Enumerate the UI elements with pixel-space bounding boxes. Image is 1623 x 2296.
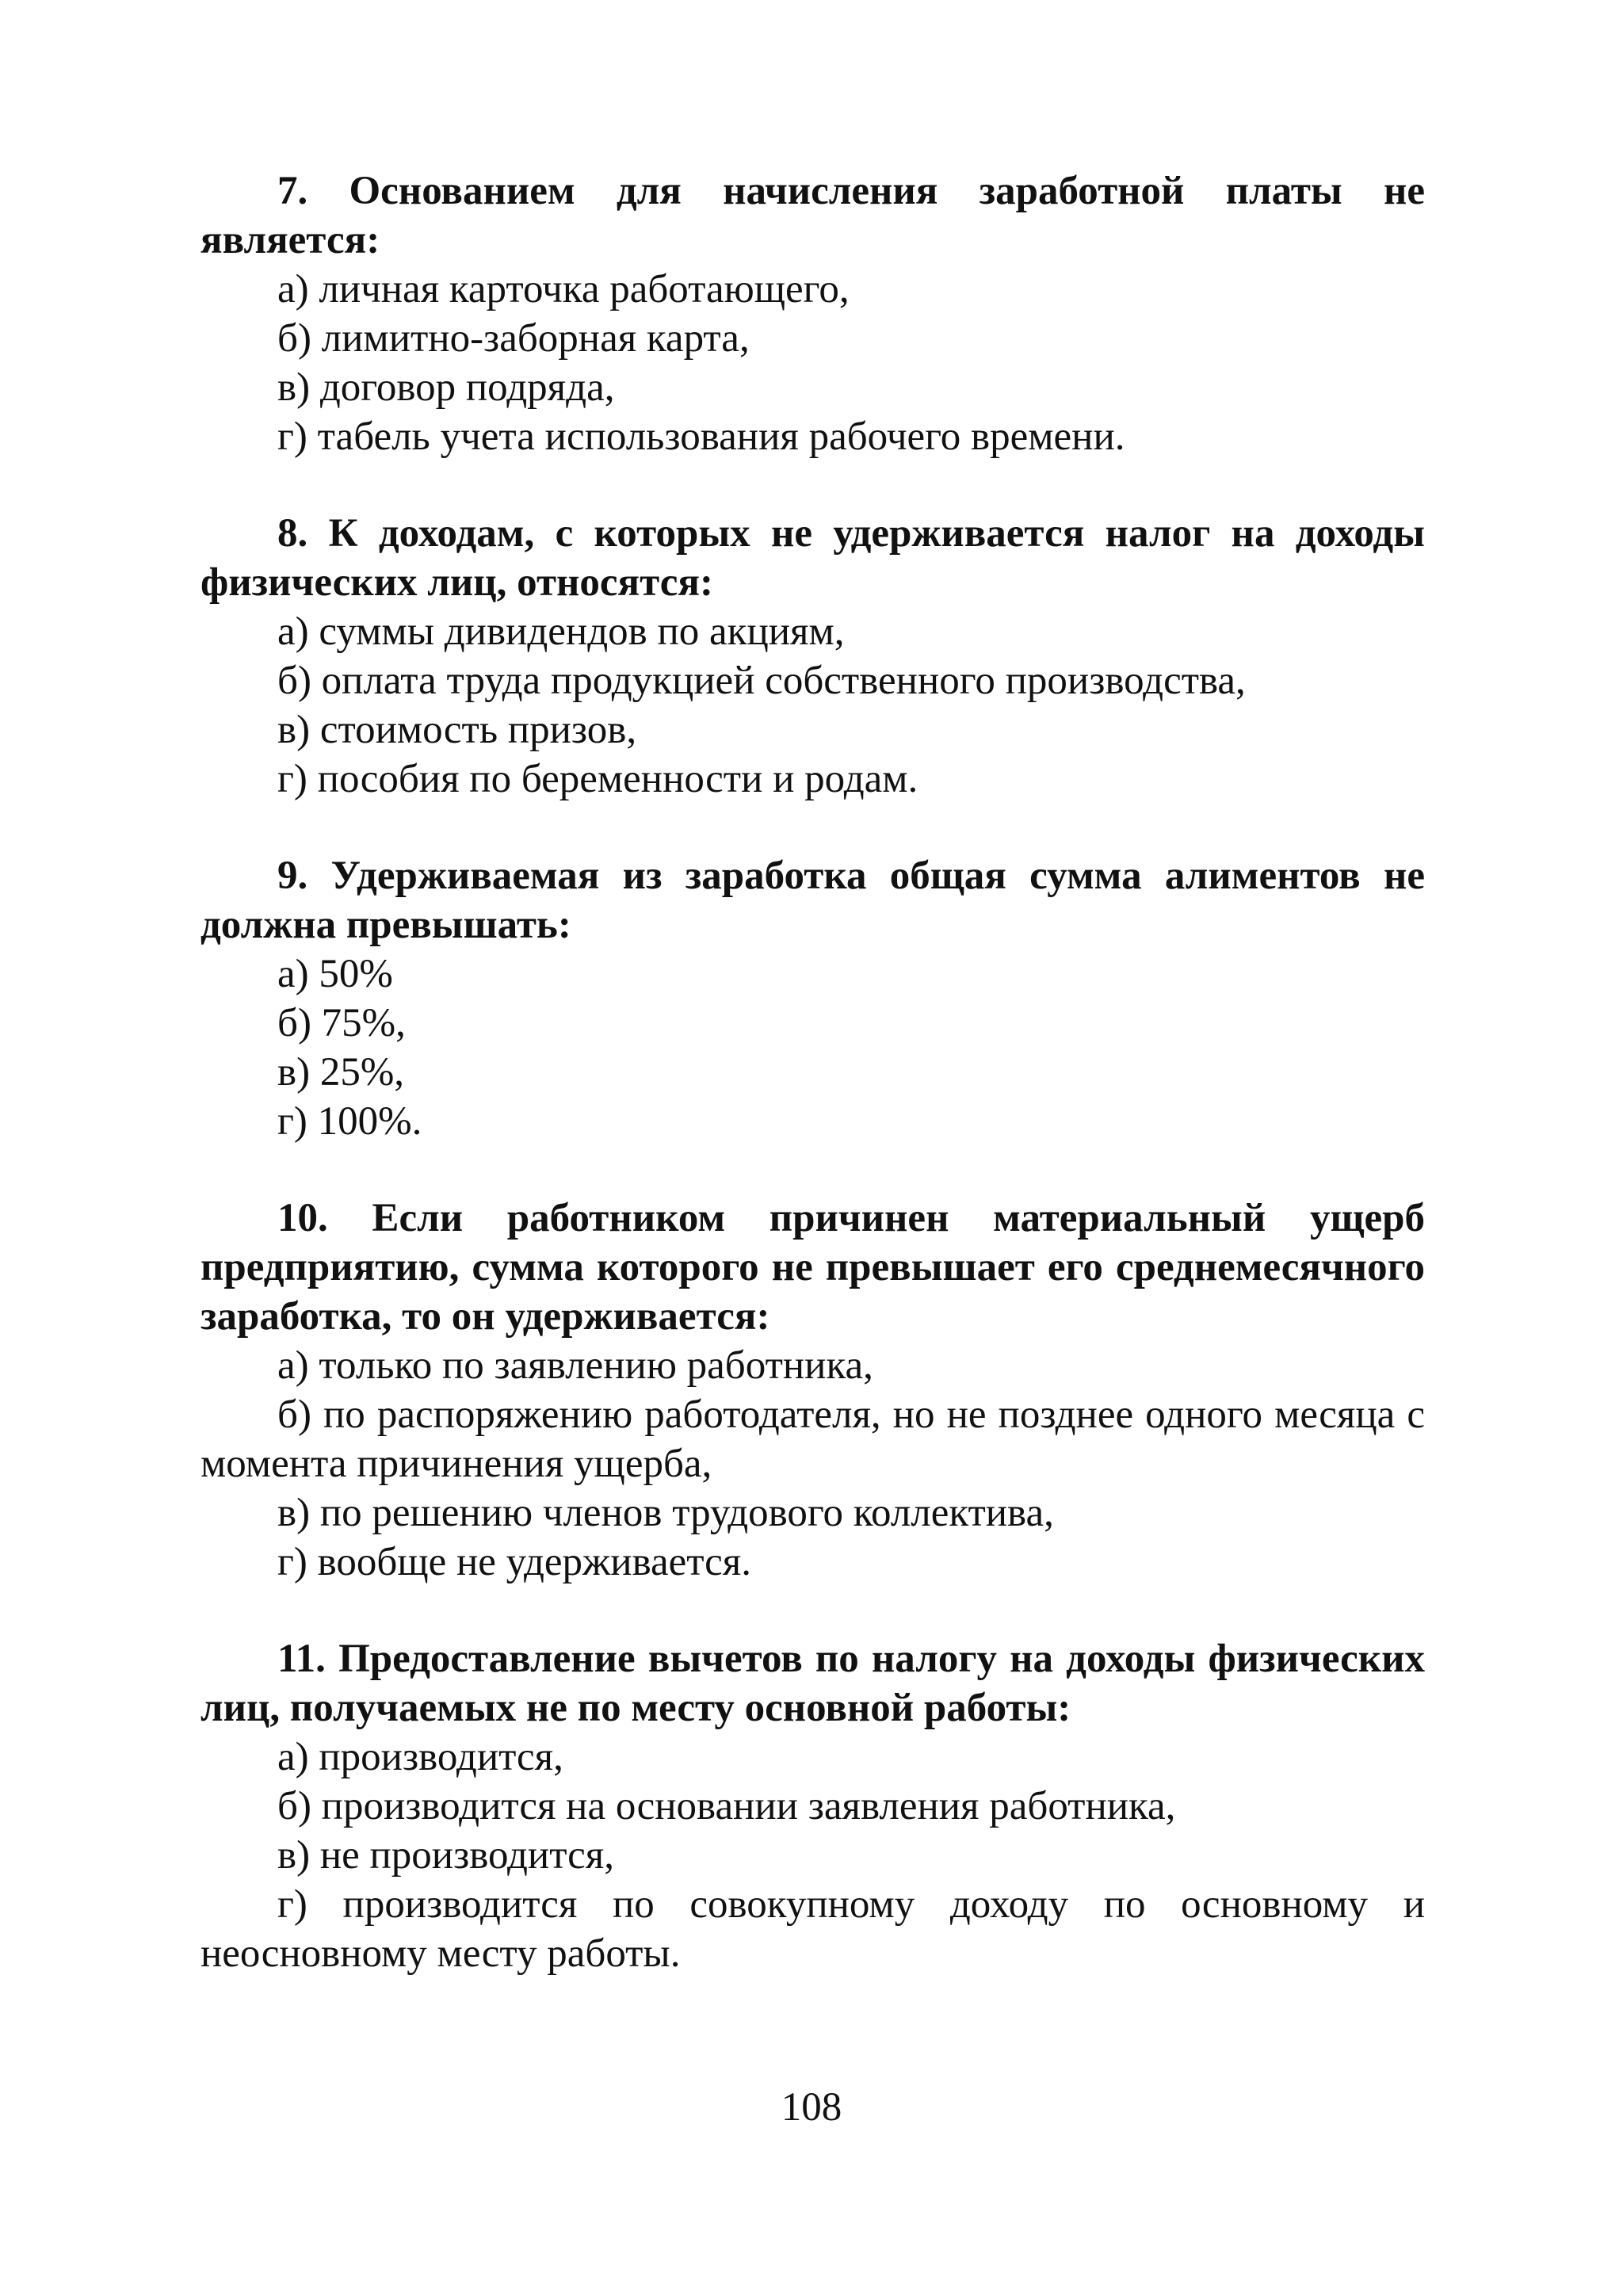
- question-10: [200, 1194, 1425, 1587]
- answer-option: в) 25%,: [277, 1050, 405, 1095]
- answer-option: а) 50%: [277, 952, 393, 996]
- answer-option: б) производится на основании заявления работника,: [277, 1784, 1176, 1828]
- question-title: 9. Удерживаемая из заработка общая сумма алиментов не должна превышать:: [200, 854, 1425, 947]
- question-title: 7. Основанием для начисления заработной платы не является:: [200, 169, 1425, 262]
- page-number: 108: [781, 2085, 842, 2130]
- answer-option: г) производится по совокупному доходу по основному и неосновному месту работы.: [200, 1882, 1425, 1976]
- page-content: [200, 166, 1425, 2026]
- answer-option: б) лимитно-заборная карта,: [277, 316, 750, 361]
- answer-option: в) стоимость призов,: [277, 708, 637, 752]
- answer-option: в) по решению членов трудового коллектива,: [277, 1491, 1054, 1535]
- question-title: 11. Предоставление вычетов по налогу на доходы физических лиц, получаемых не по месту основной работы:: [200, 1637, 1425, 1730]
- answer-option: г) 100%.: [277, 1099, 422, 1144]
- answer-option: б) 75%,: [277, 1001, 406, 1045]
- question-9: [200, 851, 1425, 1146]
- answer-option: а) личная карточка работающего,: [277, 267, 850, 311]
- answer-option: а) производится,: [277, 1735, 563, 1779]
- answer-option: г) пособия по беременности и родам.: [277, 757, 918, 801]
- answer-option: г) табель учета использования рабочего времени.: [277, 415, 1125, 459]
- answer-option: б) оплата труда продукцией собственного производства,: [277, 659, 1246, 703]
- question-11: [200, 1634, 1425, 1978]
- answer-option: а) суммы дивидендов по акциям,: [277, 609, 845, 654]
- question-8: [200, 509, 1425, 804]
- question-title: 8. К доходам, с которых не удерживается налог на доходы физических лиц, относятся:: [200, 511, 1425, 605]
- answer-option: в) договор подряда,: [277, 365, 615, 410]
- answer-option: в) не производится,: [277, 1833, 614, 1878]
- answer-option: г) вообще не удерживается.: [277, 1540, 752, 1584]
- answer-option: б) по распоряжению работодателя, но не позднее одного месяца с момента причинения ущерба,: [200, 1392, 1425, 1486]
- question-7: [200, 166, 1425, 461]
- question-title: 10. Если работником причинен материальный ущерб предприятию, сумма которого не превышает его среднемесячного заработка, то он удерживается:: [200, 1196, 1425, 1339]
- answer-option: а) только по заявлению работника,: [277, 1343, 873, 1388]
